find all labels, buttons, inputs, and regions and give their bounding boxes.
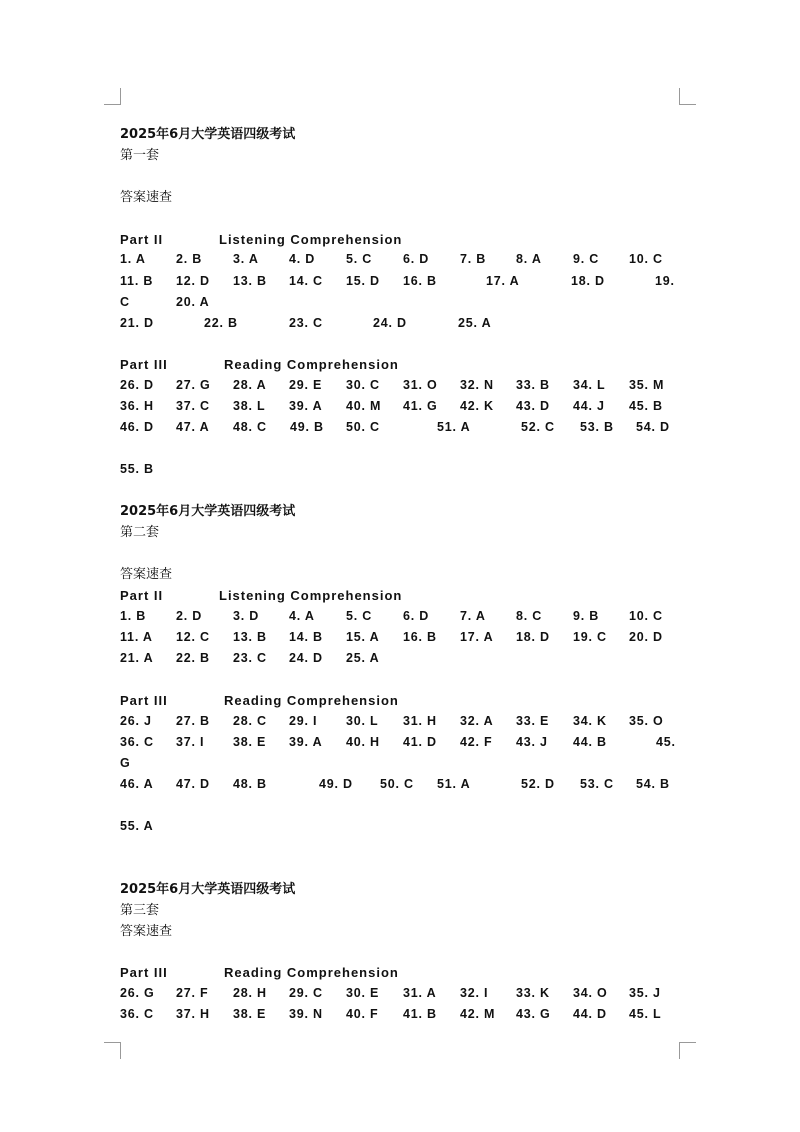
answer-item: 29. C [289, 986, 323, 1000]
answer-item: 37. C [176, 399, 210, 413]
answer-item: 50. C [346, 420, 380, 434]
set-name: 第二套 [120, 525, 160, 540]
answer-item: 55. A [120, 819, 154, 833]
answer-item: 34. K [573, 714, 607, 728]
answer-item: 32. I [460, 986, 489, 1000]
quick-check-heading: 答案速查 [120, 190, 173, 205]
answer-item: 35. O [629, 714, 664, 728]
answer-item: 39. A [289, 399, 323, 413]
answer-item: 36. C [120, 735, 154, 749]
part-heading [120, 965, 399, 981]
answer-item: 53. B [580, 420, 614, 434]
answer-item: 44. B [573, 735, 607, 749]
part-label: Part III [120, 693, 168, 708]
answer-item: 19. [655, 274, 675, 288]
answer-item: 51. A [437, 777, 471, 791]
answer-item: 34. O [573, 986, 608, 1000]
page-corner-mark [679, 1042, 696, 1059]
answer-item: 52. C [521, 420, 555, 434]
answer-item: 11. A [120, 630, 153, 644]
answer-item: 47. A [176, 420, 210, 434]
answer-item: 31. O [403, 378, 438, 392]
answer-item: 13. B [233, 630, 267, 644]
answer-item: 20. D [629, 630, 663, 644]
answer-item: G [120, 756, 131, 770]
answer-item: 20. A [176, 295, 210, 309]
answer-item: 33. E [516, 714, 550, 728]
answer-item: 9. B [573, 609, 600, 623]
answer-item: 30. C [346, 378, 380, 392]
answer-item: 26. J [120, 714, 152, 728]
part-label: Part III [120, 965, 168, 980]
answer-item: 29. I [289, 714, 318, 728]
answer-item: 55. B [120, 462, 154, 476]
answer-item: 33. K [516, 986, 550, 1000]
answer-item: 3. D [233, 609, 260, 623]
answer-item: 51. A [437, 420, 471, 434]
answer-item: 53. C [580, 777, 614, 791]
answer-item: 25. A [346, 651, 380, 665]
answer-item: 10. C [629, 252, 663, 266]
answer-item: 40. H [346, 735, 380, 749]
answer-item: 44. J [573, 399, 605, 413]
answer-item: 42. K [460, 399, 494, 413]
answer-item: 48. C [233, 420, 267, 434]
part-label: Part II [120, 232, 164, 247]
answer-item: 36. H [120, 399, 154, 413]
page-corner-mark [104, 1042, 121, 1059]
answer-item: 31. H [403, 714, 437, 728]
answer-item: 29. E [289, 378, 323, 392]
section-label: Listening Comprehension [219, 232, 403, 247]
answer-item: 14. B [289, 630, 323, 644]
section-label: Listening Comprehension [219, 588, 403, 603]
answer-item: 44. D [573, 1007, 607, 1021]
answer-item: 26. G [120, 986, 155, 1000]
answer-item: 23. C [289, 316, 323, 330]
answer-item: 12. C [176, 630, 210, 644]
answer-item: 42. M [460, 1007, 496, 1021]
answer-item: 46. A [120, 777, 154, 791]
answer-item: 32. N [460, 378, 494, 392]
answer-item: 24. D [373, 316, 407, 330]
answer-item: 1. A [120, 252, 146, 266]
exam-title: 2025年6月大学英语四级考试 [120, 882, 296, 897]
answer-item: 46. D [120, 420, 154, 434]
answer-item: 38. E [233, 735, 267, 749]
answer-item: 2. D [176, 609, 203, 623]
answer-item: 41. B [403, 1007, 437, 1021]
answer-item: 30. E [346, 986, 380, 1000]
answer-item: 2. B [176, 252, 203, 266]
section-label: Reading Comprehension [224, 693, 399, 708]
answer-item: 28. A [233, 378, 267, 392]
exam-title: 2025年6月大学英语四级考试 [120, 504, 296, 519]
answer-item: 38. E [233, 1007, 267, 1021]
answer-item: 39. A [289, 735, 323, 749]
answer-item: 42. F [460, 735, 493, 749]
exam-title: 2025年6月大学英语四级考试 [120, 127, 296, 142]
answer-item: 33. B [516, 378, 550, 392]
answer-item: 36. C [120, 1007, 154, 1021]
set-name: 第三套 [120, 903, 160, 918]
page-corner-mark [104, 88, 121, 105]
answer-item: 50. C [380, 777, 414, 791]
answer-item: 6. D [403, 609, 430, 623]
answer-item: C [120, 295, 130, 309]
answer-item: 11. B [120, 274, 154, 288]
answer-item: 31. A [403, 986, 437, 1000]
answer-item: 6. D [403, 252, 430, 266]
answer-item: 30. L [346, 714, 379, 728]
answer-item: 9. C [573, 252, 600, 266]
set-name: 第一套 [120, 148, 160, 163]
answer-item: 38. L [233, 399, 266, 413]
quick-check-heading: 答案速查 [120, 924, 173, 939]
answer-item: 40. F [346, 1007, 379, 1021]
answer-item: 27. B [176, 714, 210, 728]
answer-item: 25. A [458, 316, 492, 330]
answer-item: 21. D [120, 316, 154, 330]
answer-item: 49. D [319, 777, 353, 791]
answer-item: 18. D [571, 274, 605, 288]
part-heading [120, 357, 399, 373]
answer-item: 54. B [636, 777, 670, 791]
answer-item: 35. J [629, 986, 661, 1000]
answer-item: 41. D [403, 735, 437, 749]
answer-item: 13. B [233, 274, 267, 288]
answer-item: 8. A [516, 252, 542, 266]
answer-item: 34. L [573, 378, 606, 392]
answer-item: 45. [656, 735, 676, 749]
answer-item: 1. B [120, 609, 147, 623]
answer-item: 7. B [460, 252, 487, 266]
answer-item: 27. G [176, 378, 211, 392]
answer-item: 22. B [176, 651, 210, 665]
answer-item: 4. A [289, 609, 315, 623]
answer-item: 18. D [516, 630, 550, 644]
answer-item: 19. C [573, 630, 607, 644]
answer-item: 39. N [289, 1007, 323, 1021]
quick-check-heading: 答案速查 [120, 567, 173, 582]
answer-item: 54. D [636, 420, 670, 434]
answer-item: 17. A [486, 274, 520, 288]
part-label: Part III [120, 357, 168, 372]
answer-item: 40. M [346, 399, 382, 413]
answer-item: 28. H [233, 986, 267, 1000]
answer-item: 28. C [233, 714, 267, 728]
answer-item: 8. C [516, 609, 543, 623]
answer-item: 43. J [516, 735, 548, 749]
part-heading [120, 232, 403, 248]
section-label: Reading Comprehension [224, 965, 399, 980]
part-heading [120, 588, 403, 604]
answer-item: 21. A [120, 651, 154, 665]
answer-item: 15. D [346, 274, 380, 288]
answer-item: 37. I [176, 735, 205, 749]
answer-item: 5. C [346, 252, 373, 266]
page-corner-mark [679, 88, 696, 105]
answer-item: 7. A [460, 609, 486, 623]
answer-item: 12. D [176, 274, 210, 288]
answer-item: 45. L [629, 1007, 662, 1021]
answer-item: 43. D [516, 399, 550, 413]
answer-item: 41. G [403, 399, 438, 413]
answer-item: 4. D [289, 252, 316, 266]
answer-item: 15. A [346, 630, 380, 644]
answer-item: 43. G [516, 1007, 551, 1021]
answer-item: 26. D [120, 378, 154, 392]
answer-item: 52. D [521, 777, 555, 791]
answer-item: 45. B [629, 399, 663, 413]
answer-item: 24. D [289, 651, 323, 665]
part-heading [120, 693, 399, 709]
answer-item: 48. B [233, 777, 267, 791]
answer-item: 5. C [346, 609, 373, 623]
answer-item: 16. B [403, 630, 437, 644]
answer-item: 27. F [176, 986, 209, 1000]
answer-item: 22. B [204, 316, 238, 330]
answer-item: 32. A [460, 714, 494, 728]
part-label: Part II [120, 588, 164, 603]
answer-item: 17. A [460, 630, 494, 644]
answer-item: 3. A [233, 252, 259, 266]
answer-item: 49. B [290, 420, 324, 434]
answer-item: 14. C [289, 274, 323, 288]
answer-item: 37. H [176, 1007, 210, 1021]
section-label: Reading Comprehension [224, 357, 399, 372]
answer-item: 16. B [403, 274, 437, 288]
answer-item: 47. D [176, 777, 210, 791]
answer-item: 10. C [629, 609, 663, 623]
answer-item: 35. M [629, 378, 665, 392]
answer-item: 23. C [233, 651, 267, 665]
